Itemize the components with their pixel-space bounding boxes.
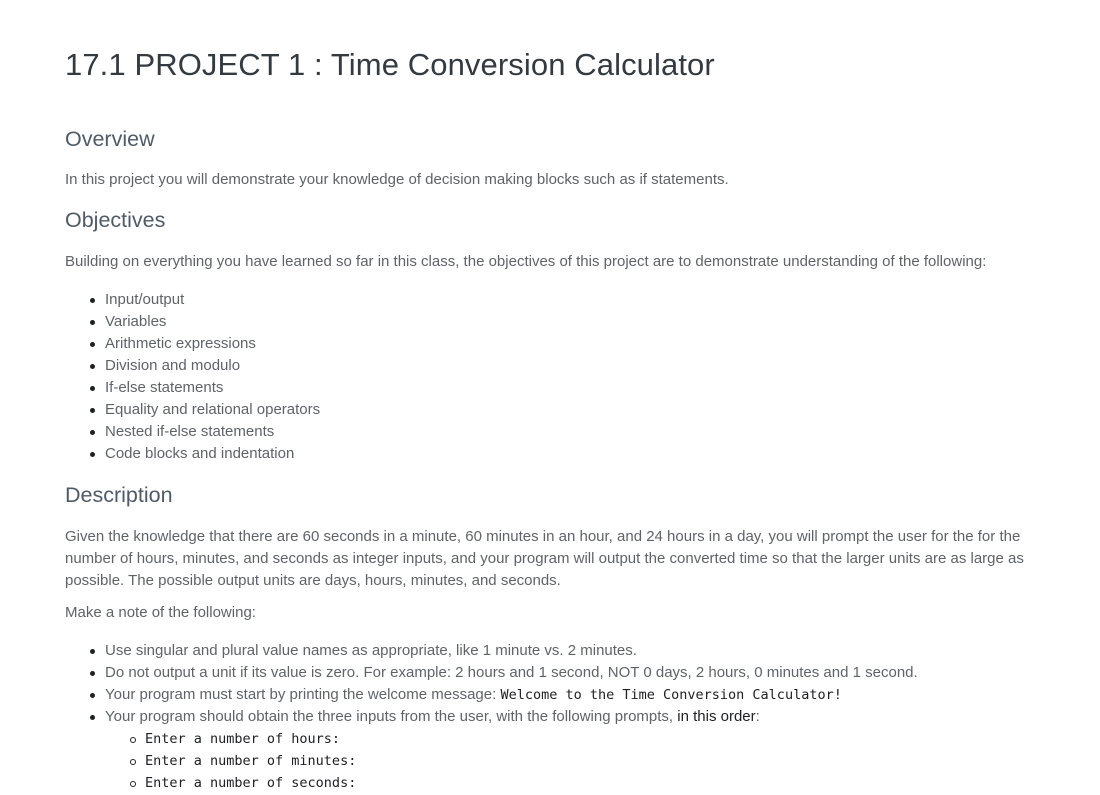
- objectives-intro: Building on everything you have learned so far in this class, the objectives of this project are to demonstrate understanding of the following:: [65, 253, 987, 270]
- note-text: Make a note of the following:: [65, 604, 256, 621]
- list-item: Variables: [65, 311, 320, 333]
- overview-text: In this project you will demonstrate your knowledge of decision making blocks such as if statements.: [65, 171, 729, 188]
- prompt-minutes-code: Enter a number of minutes:: [145, 753, 357, 769]
- list-item: Do not output a unit if its value is zero. For example: 2 hours and 1 second, NOT 0 days, 2 hours, 0 minutes and 1 second.: [65, 662, 918, 684]
- objectives-heading: Objectives: [65, 208, 166, 232]
- list-item: Equality and relational operators: [65, 399, 320, 421]
- description-list: [65, 640, 918, 794]
- list-item: [65, 706, 918, 794]
- order-emphasis: in this order: [677, 708, 756, 725]
- welcome-message-code: Welcome to the Time Conversion Calculator!: [500, 687, 842, 703]
- list-item: [105, 772, 918, 794]
- prompt-seconds-code: Enter a number of seconds:: [145, 775, 357, 791]
- overview-heading: Overview: [65, 127, 155, 151]
- list-item: Arithmetic expressions: [65, 333, 320, 355]
- welcome-instruction: Your program must start by printing the welcome message:: [105, 686, 501, 703]
- list-item: [65, 684, 918, 706]
- page-title: 17.1 PROJECT 1 : Time Conversion Calculator: [65, 47, 715, 82]
- list-item: Use singular and plural value names as appropriate, like 1 minute vs. 2 minutes.: [65, 640, 918, 662]
- prompts-list: [105, 728, 918, 794]
- inputs-instruction: Your program should obtain the three inputs from the user, with the following prompts,: [105, 708, 678, 725]
- list-item: Division and modulo: [65, 355, 320, 377]
- list-item: Nested if-else statements: [65, 421, 320, 443]
- list-item: Code blocks and indentation: [65, 443, 320, 465]
- prompt-hours-code: Enter a number of hours:: [145, 731, 341, 747]
- list-item: Input/output: [65, 289, 320, 311]
- inputs-instruction-end: :: [755, 708, 760, 725]
- list-item: [105, 728, 918, 750]
- list-item: [105, 750, 918, 772]
- objectives-list: [65, 289, 320, 465]
- description-paragraph: Given the knowledge that there are 60 seconds in a minute, 60 minutes in an hour, and 24 hours in a day, you will prompt the user for the for the number of hours, minutes, and seconds as integer inputs, and your program will output the converted time so that the larger units are as large as possible. The possible output units are days, hours, minutes, and seconds.: [65, 528, 1024, 589]
- list-item: If-else statements: [65, 377, 320, 399]
- description-heading: Description: [65, 483, 173, 507]
